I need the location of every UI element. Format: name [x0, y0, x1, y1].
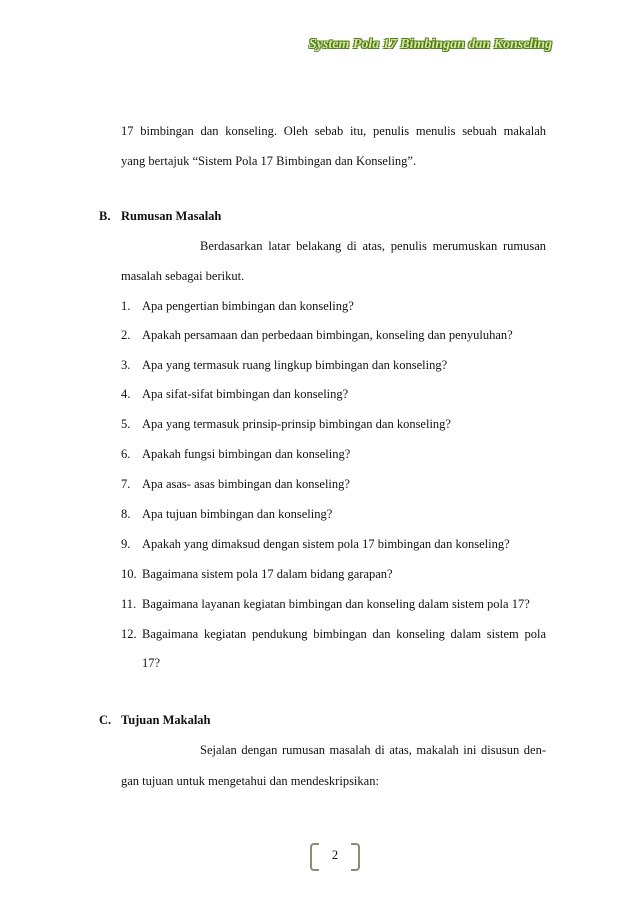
- list-item: 11. Bagaimana layanan kegiatan bimbingan dan konseling dalam sistem pola 17?: [121, 597, 530, 611]
- list-item: 3. Apa yang termasuk ruang lingkup bimbingan dan konseling?: [121, 358, 448, 372]
- section-c-letter: C.: [99, 713, 112, 727]
- list-item-continuation: 17?: [142, 656, 161, 670]
- section-b-letter: B.: [99, 209, 111, 223]
- list-item: 9. Apakah yang dimaksud dengan sistem pola 17 bimbingan dan konseling?: [121, 537, 510, 551]
- list-item: 12. Bagaimana kegiatan pendukung bimbingan dan konseling dalam sistem pola: [121, 627, 546, 641]
- list-item: 6. Apakah fungsi bimbingan dan konseling?: [121, 447, 351, 461]
- section-b-heading: [99, 208, 221, 224]
- section-b-title: Rumusan Masalah: [121, 209, 222, 223]
- section-c-title: Tujuan Makalah: [121, 713, 211, 727]
- section-b-para-line-2: masalah sebagai berikut.: [121, 269, 245, 283]
- section-b-para-line-1: Berdasarkan latar belakang di atas, penulis merumuskan rumusan: [200, 239, 546, 253]
- list-item: 8. Apa tujuan bimbingan dan konseling?: [121, 507, 333, 521]
- list-item: 2. Apakah persamaan dan perbedaan bimbingan, konseling dan penyuluhan?: [121, 328, 513, 342]
- section-c-heading: [99, 712, 211, 728]
- section-c-para-line-1: Sejalan dengan rumusan masalah di atas, makalah ini disusun den-: [200, 743, 546, 757]
- section-c-para-line-2: gan tujuan untuk mengetahui dan mendeskripsikan:: [121, 774, 379, 788]
- running-header: System Pola 17 Bimbingan dan Konseling: [308, 37, 552, 52]
- intro-line-1: 17 bimbingan dan konseling. Oleh sebab itu, penulis menulis sebuah makalah: [121, 124, 546, 138]
- list-item: 5. Apa yang termasuk prinsip-prinsip bimbingan dan konseling?: [121, 417, 451, 431]
- list-item: 7. Apa asas- asas bimbingan dan konseling?: [121, 477, 350, 491]
- intro-line-2: yang bertajuk “Sistem Pola 17 Bimbingan dan Konseling”.: [121, 154, 417, 168]
- list-item: 4. Apa sifat-sifat bimbingan dan konseling?: [121, 387, 349, 401]
- list-item: 10. Bagaimana sistem pola 17 dalam bidang garapan?: [121, 567, 393, 581]
- page-number: 2: [331, 848, 339, 862]
- page-number-box: [310, 843, 360, 869]
- list-item: 1. Apa pengertian bimbingan dan konseling?: [121, 299, 354, 313]
